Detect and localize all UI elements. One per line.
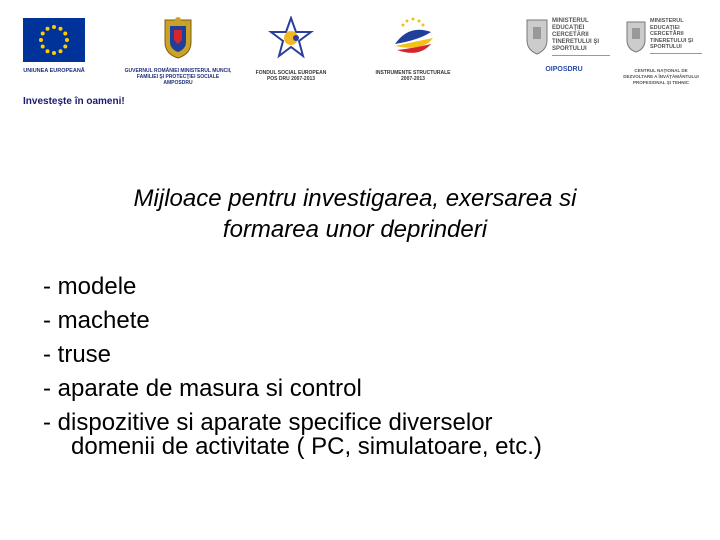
list-item (43, 270, 683, 304)
instrumente-structurale-icon (389, 14, 437, 60)
mect-seal-icon (524, 16, 550, 56)
mect-text-2 (650, 18, 702, 54)
slide-title (40, 183, 670, 245)
list-item-text: - dispozitive si aparate specifice diverselor (43, 409, 493, 436)
eu-caption: UNIUNEA EUROPEANĂ (23, 68, 85, 74)
cndipt-caption: CENTRUL NAŢIONAL DE DEZVOLTARE A ÎNVĂŢĂMÂNTULUI PROFESIONAL ŞI TEHNIC (623, 68, 699, 85)
list-item-text: - modele (43, 273, 137, 300)
oiposdru-logo (518, 10, 610, 85)
mect-text-2-caption: MINISTERUL EDUCAŢIEI CERCETĂRII TINERETULUI ŞI SPORTULUI (650, 18, 702, 54)
oiposdru-caption: OIPOSDRU (545, 66, 583, 73)
eu-logo (22, 10, 86, 85)
list-item (43, 406, 683, 460)
list-item (43, 338, 683, 372)
is-caption: INSTRUMENTE STRUCTURALE 2007-2013 (375, 70, 451, 82)
fse-caption: FONDUL SOCIAL EUROPEAN POS DRU 2007-2013 (255, 70, 327, 82)
list-item-continuation: domenii de activitate ( PC, simulatoare, etc.) (71, 433, 542, 460)
motto-text: Investeşte în oameni! (23, 96, 125, 107)
mect-text-1 (552, 18, 610, 56)
list-item-text: - truse (43, 341, 112, 368)
slide-title-line-2: formarea unor deprinderi (222, 216, 488, 243)
list-item-text: - machete (43, 307, 150, 334)
fse-star-icon (268, 16, 314, 60)
mect-seal-icon-2 (624, 18, 648, 54)
logo-strip (0, 0, 720, 105)
slide-title-line-1: Mijloace pentru investigarea, exersarea si (133, 185, 577, 212)
is-logo (372, 10, 454, 90)
coat-of-arms-icon (161, 16, 195, 60)
resource-list (43, 270, 683, 460)
list-item (43, 304, 683, 338)
list-item-text: - aparate de masura si control (43, 375, 362, 402)
government-caption: GUVERNUL ROMÂNIEI MINISTERUL MUNCII, FAMILIEI ŞI PROTECŢIEI SOCIALE AMPOSDRU (124, 68, 232, 86)
fse-logo (250, 10, 332, 90)
mect-text-1-caption: MINISTERUL EDUCAŢIEI CERCETĂRII TINERETULUI ŞI SPORTULUI (552, 18, 610, 56)
cndipt-logo (620, 10, 702, 95)
list-item (43, 372, 683, 406)
government-logo (124, 10, 232, 100)
eu-flag-icon (23, 18, 85, 62)
